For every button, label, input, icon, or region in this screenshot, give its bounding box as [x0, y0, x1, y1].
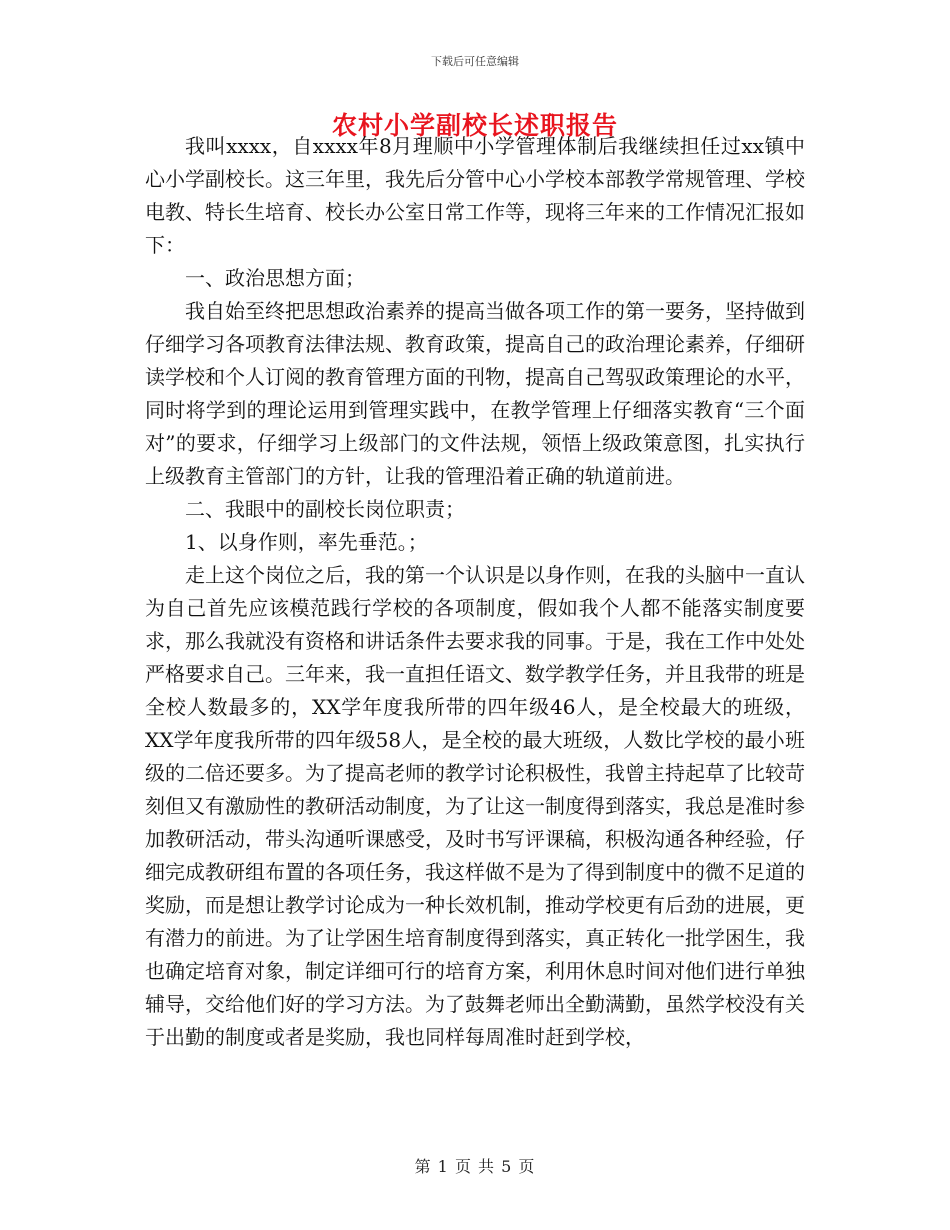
page-footer: 第 1 页 共 5 页 — [414, 1157, 536, 1176]
subsection-heading-example: 1、以身作则，率先垂范。； — [185, 530, 428, 554]
paragraph-political: 我自始至终把思想政治素养的提高当做各项工作的第一要务，坚持做到仔细学习各项教育法律法规、教育政策，提高自己的政治理论素养，仔细研读学校和个人订阅的教育管理方面的刊物，提高自己驾驭政策理论的水平，同时将学到的理论运用到管理实践中，在教学管理上仔细落实教育“三个面对”的要求，仔细学习上级部门的文件法规，领悟上级政策意图，扎实执行上级教育主管部门的方针，让我的管理沿着正确的轨道前进。 — [145, 299, 805, 488]
paragraph-example: 走上这个岗位之后，我的第一个认识是以身作则，在我的头脑中一直认为自己首先应该模范践行学校的各项制度，假如我个人都不能落实制度要求，那么我就没有资格和讲话条件去要求我的同事。于是，我在工作中处处严格要求自己。三年来，我一直担任语文、数学教学任务，并且我带的班是全校人数最多的，XX学年度我所带的四年级46人，是全校最大的班级，XX学年度我所带的四年级58人，是全校的最大班级，人数比学校的最小班级的二倍还要多。为了提高老师的教学讨论积极性，我曾主持起草了比较苛刻但又有激励性的教研活动制度，为了让这一制度得到落实，我总是准时参加教研活动，带头沟通听课感受，及时书写评课稿，积极沟通各种经验，仔细完成教研组布置的各项任务，我这样做不是为了得到制度中的微不足道的奖励，而是想让教学讨论成为一种长效机制，推动学校更有后劲的进展，更有潜力的前进。为了让学困生培育制度得到落实，真正转化一批学困生，我也确定培育对象，制定详细可行的培育方案，利用休息时间对他们进行单独辅导，交给他们好的学习方法。为了鼓舞老师出全勤满勤，虽然学校没有关于出勤的制度或者是奖励，我也同样每周准时赶到学校， — [145, 563, 805, 1049]
document-title: 农村小学副校长述职报告 — [331, 111, 618, 140]
document-body — [145, 130, 805, 1054]
paragraph-intro: 我叫xxxx，自xxxx年8月理顺中小学管理体制后我继续担任过xx镇中心小学副校长。这三年里，我先后分管中心小学校本部教学常规管理、学校电教、特长生培育、校长办公室日常工作等，现将三年来的工作情况汇报如下： — [145, 134, 805, 257]
page-header: 下载后可任意编辑 — [431, 55, 519, 68]
section-heading-duties: 二、我眼中的副校长岗位职责； — [185, 497, 465, 521]
section-heading-political: 一、政治思想方面； — [185, 266, 365, 290]
